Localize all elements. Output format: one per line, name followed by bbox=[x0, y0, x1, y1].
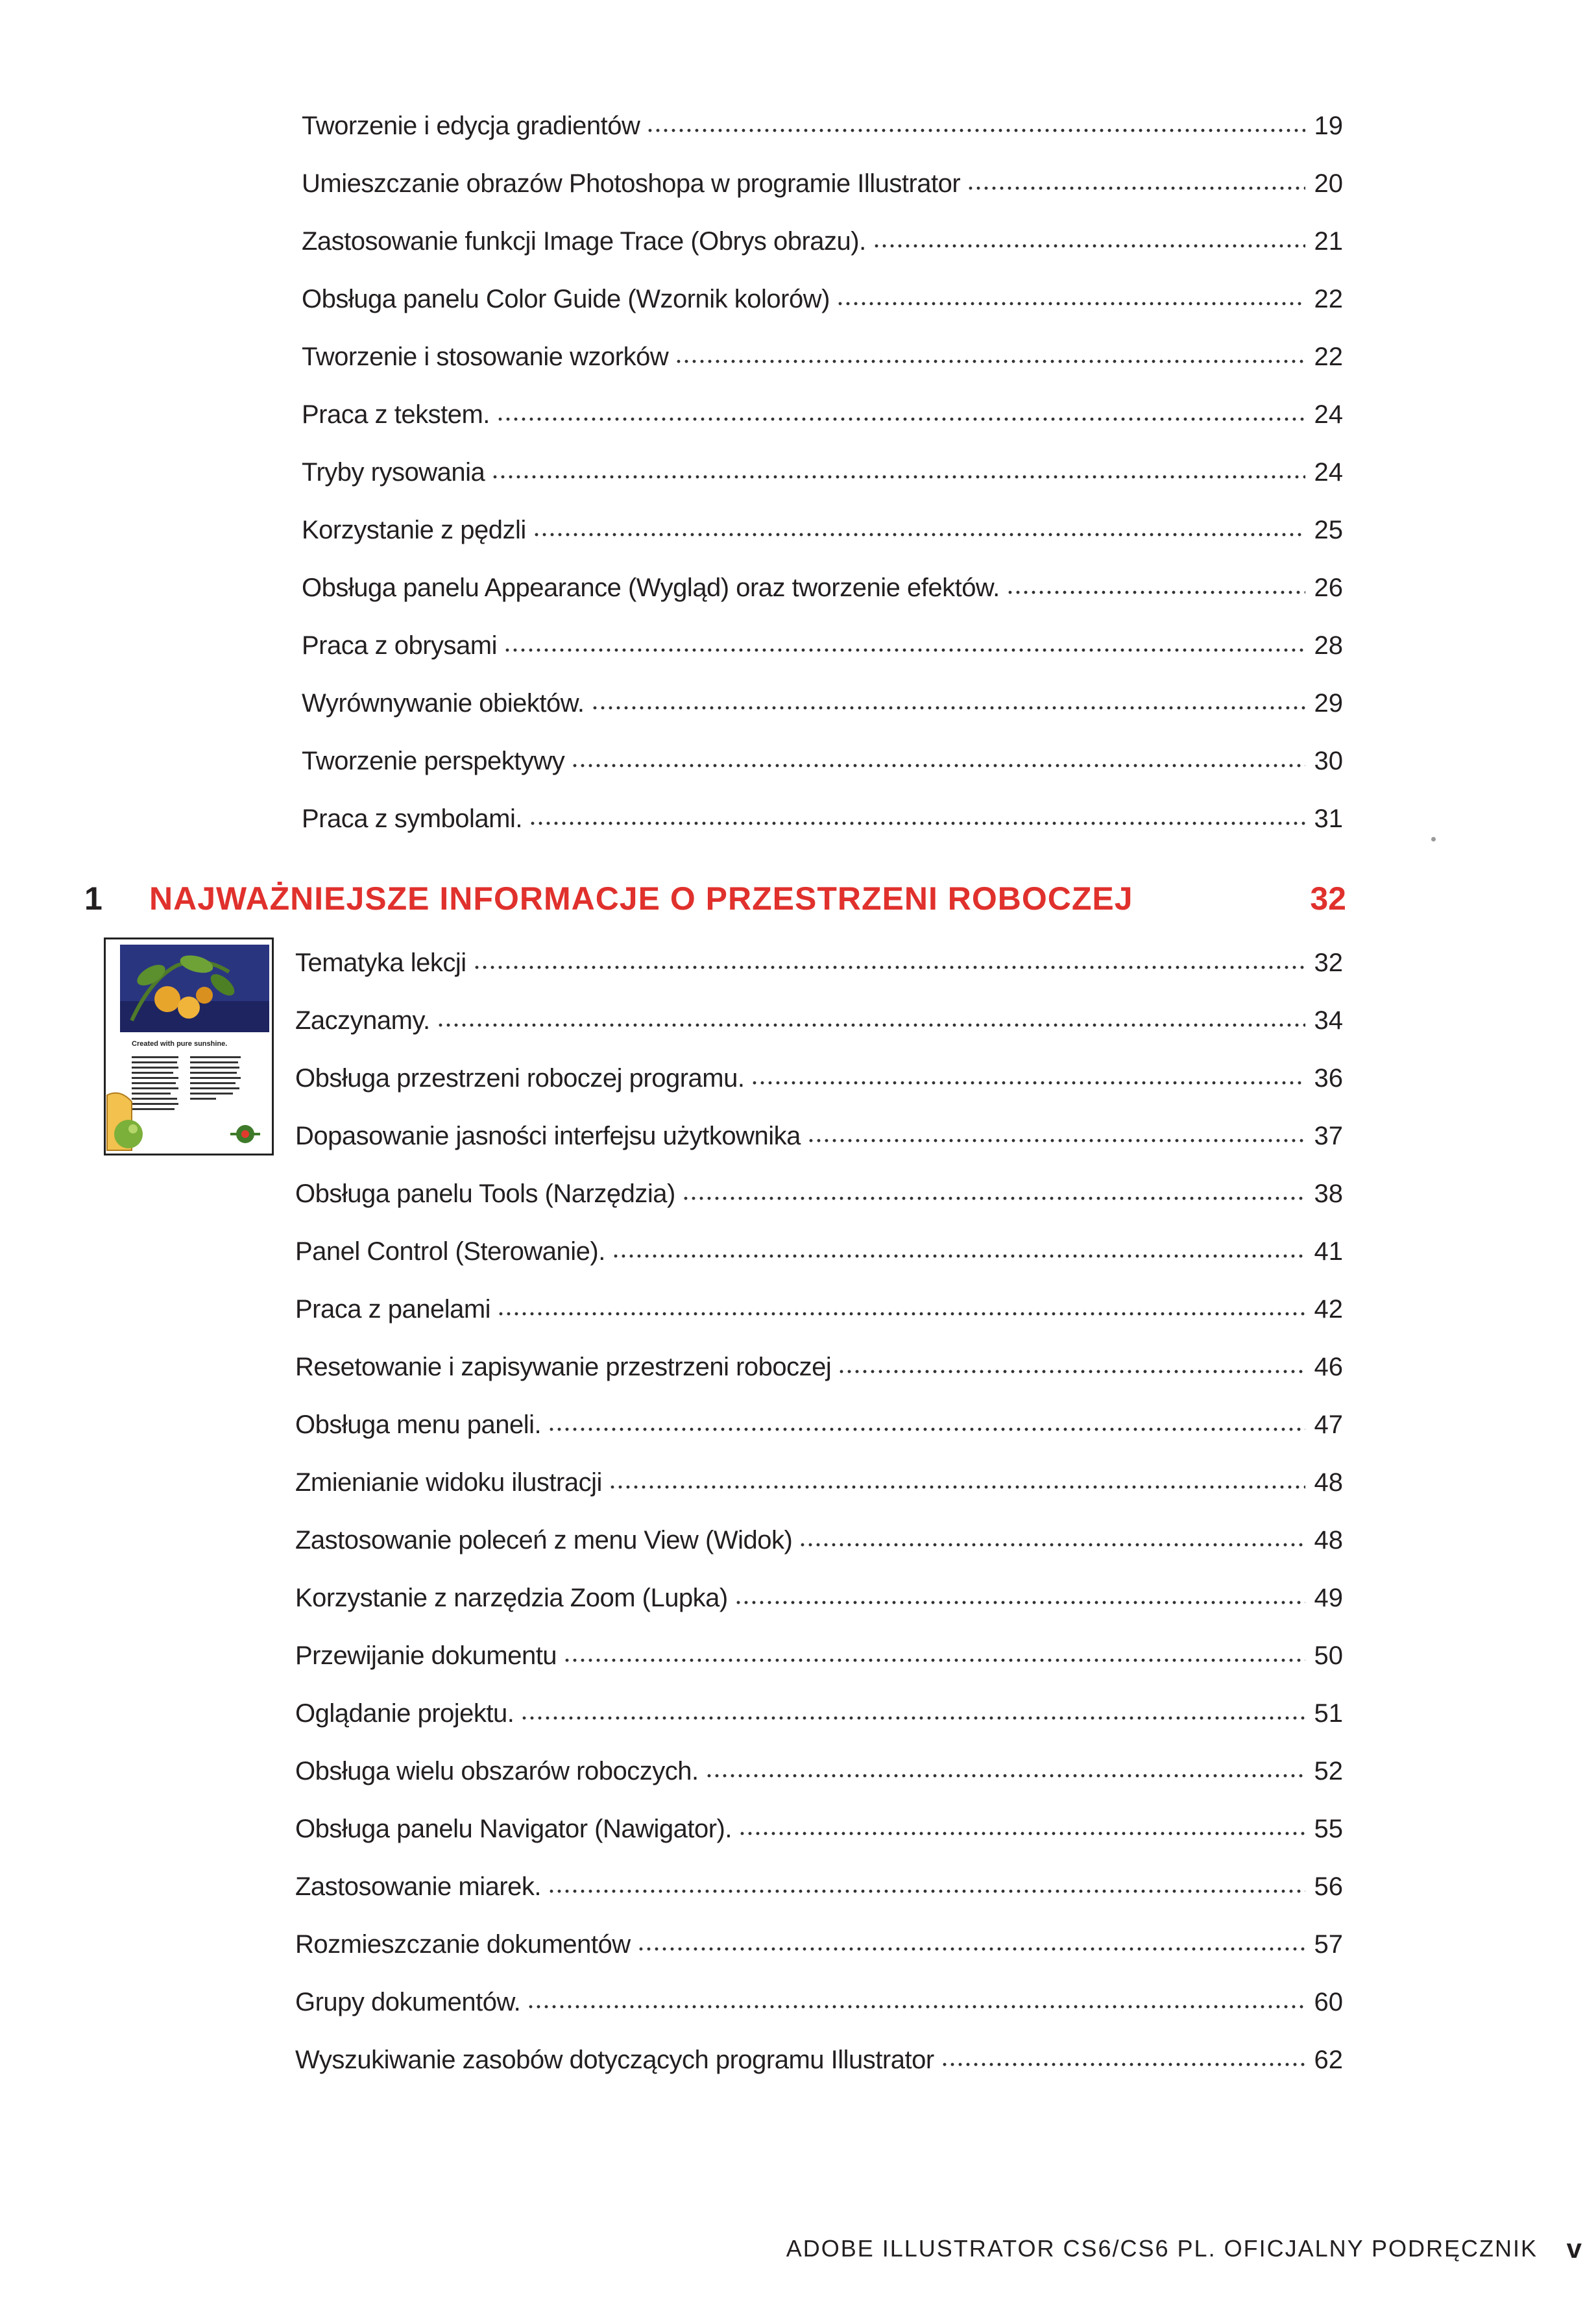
dot-leader bbox=[571, 762, 1305, 769]
chapter-thumbnail bbox=[104, 937, 274, 1155]
toc-entry-title: Praca z tekstem. bbox=[302, 400, 490, 429]
toc-entry-title: Resetowanie i zapisywanie przestrzeni roboczej bbox=[295, 1353, 832, 1381]
dot-leader bbox=[491, 474, 1305, 480]
toc-entry-title: Obsługa menu paneli. bbox=[295, 1410, 542, 1439]
toc-entry[interactable] bbox=[295, 1228, 1343, 1267]
toc-entry[interactable] bbox=[295, 997, 1343, 1036]
toc-entry-title: Zaczynamy. bbox=[295, 1006, 430, 1035]
dot-leader bbox=[527, 2003, 1305, 2010]
toc-entry[interactable] bbox=[302, 507, 1343, 546]
dot-leader bbox=[612, 1253, 1305, 1259]
toc-entry-page: 51 bbox=[1314, 1699, 1343, 1728]
dot-leader bbox=[497, 1311, 1305, 1317]
page-footer bbox=[786, 2229, 1583, 2268]
toc-entry[interactable] bbox=[295, 1863, 1343, 1902]
toc-entry[interactable] bbox=[302, 218, 1343, 257]
toc-entry-title: Grupy dokumentów. bbox=[295, 1988, 521, 2016]
toc-entry[interactable] bbox=[302, 103, 1343, 141]
toc-entry-title: Tworzenie perspektywy bbox=[302, 747, 565, 775]
dot-leader bbox=[496, 416, 1305, 422]
dot-leader bbox=[548, 1426, 1305, 1433]
toc-entry-title: Tematyka lekcji bbox=[295, 949, 466, 977]
toc-entry-page: 21 bbox=[1314, 227, 1343, 256]
toc-entry-title: Umieszczanie obrazów Photoshopa w programie Illustrator bbox=[302, 169, 961, 198]
toc-entry-page: 50 bbox=[1314, 1641, 1343, 1670]
toc-entry-page: 26 bbox=[1314, 574, 1343, 602]
toc-entry-title: Praca z symbolami. bbox=[302, 804, 522, 833]
toc-entry-page: 29 bbox=[1314, 689, 1343, 718]
toc-entry[interactable] bbox=[295, 1575, 1343, 1614]
dot-leader bbox=[548, 1888, 1305, 1894]
toc-entry-title: Zastosowanie miarek. bbox=[295, 1872, 542, 1901]
toc-entry-title: Tworzenie i edycja gradientów bbox=[302, 112, 640, 140]
toc-entry[interactable] bbox=[295, 1517, 1343, 1556]
toc-entry-title: Obsługa panelu Navigator (Nawigator). bbox=[295, 1815, 732, 1843]
toc-entry-title: Obsługa panelu Appearance (Wygląd) oraz tworzenie efektów. bbox=[302, 574, 1000, 602]
toc-entry-page: 19 bbox=[1314, 112, 1343, 140]
dot-leader bbox=[503, 647, 1305, 653]
chapter-title: NAJWAŻNIEJSZE INFORMACJE O PRZESTRZENI ROBOCZEJ bbox=[149, 880, 1133, 917]
toc-entry-title: Obsługa wielu obszarów roboczych. bbox=[295, 1757, 699, 1785]
dot-leader bbox=[838, 1368, 1305, 1375]
toc-entry-page: 49 bbox=[1314, 1584, 1343, 1612]
dot-leader bbox=[437, 1022, 1305, 1028]
toc-entry-title: Korzystanie z narzędzia Zoom (Lupka) bbox=[295, 1584, 728, 1612]
toc-entry-page: 31 bbox=[1314, 804, 1343, 833]
toc-entry-page: 28 bbox=[1314, 631, 1343, 660]
toc-entry-page: 24 bbox=[1314, 458, 1343, 487]
toc-entry-title: Tryby rysowania bbox=[302, 458, 485, 487]
dot-leader bbox=[591, 705, 1305, 711]
toc-entry-page: 38 bbox=[1314, 1179, 1343, 1208]
toc-entry-page: 22 bbox=[1314, 343, 1343, 371]
chapter-number: 1 bbox=[84, 880, 103, 917]
toc-entry[interactable] bbox=[302, 276, 1343, 315]
scan-speck bbox=[1431, 837, 1436, 841]
toc-entry-title: Dopasowanie jasności interfejsu użytkownika bbox=[295, 1122, 801, 1150]
toc-entry[interactable] bbox=[295, 1286, 1343, 1325]
thumbnail-illustration bbox=[106, 939, 272, 1154]
toc-entry-title: Tworzenie i stosowanie wzorków bbox=[302, 343, 669, 371]
toc-entry-page: 48 bbox=[1314, 1468, 1343, 1497]
toc-entry[interactable] bbox=[295, 1055, 1343, 1094]
toc-entry-title: Oglądanie projektu. bbox=[295, 1699, 514, 1728]
dot-leader bbox=[799, 1542, 1305, 1548]
toc-entry[interactable] bbox=[295, 1459, 1343, 1498]
dot-leader bbox=[520, 1715, 1305, 1721]
toc-entry-title: Praca z panelami bbox=[295, 1295, 491, 1324]
toc-entry-title: Zmienianie widoku ilustracji bbox=[295, 1468, 602, 1497]
toc-entry-page: 42 bbox=[1314, 1295, 1343, 1324]
dot-leader bbox=[646, 127, 1305, 134]
toc-entry-page: 34 bbox=[1314, 1006, 1343, 1035]
dot-leader bbox=[529, 820, 1305, 827]
orange-fruit-icon bbox=[154, 986, 180, 1012]
toc-entry-page: 36 bbox=[1314, 1064, 1343, 1093]
toc-entry-page: 37 bbox=[1314, 1122, 1343, 1150]
toc-entry[interactable] bbox=[295, 1113, 1343, 1152]
dot-leader bbox=[682, 1195, 1305, 1202]
toc-entry-title: Rozmieszczanie dokumentów bbox=[295, 1930, 631, 1959]
dot-leader bbox=[941, 2061, 1305, 2068]
dot-leader bbox=[967, 185, 1305, 191]
toc-entry-title: Obsługa panelu Color Guide (Wzornik kolorów) bbox=[302, 285, 830, 313]
toc-entry-page: 48 bbox=[1314, 1526, 1343, 1554]
dot-leader bbox=[873, 243, 1305, 249]
footer-book-title: ADOBE ILLUSTRATOR CS6/CS6 PL. OFICJALNY PODRĘCZNIK bbox=[786, 2235, 1538, 2262]
toc-entry-page: 56 bbox=[1314, 1872, 1343, 1901]
thumbnail-caption: Created with pure sunshine. bbox=[132, 1040, 228, 1048]
toc-entry[interactable] bbox=[295, 1979, 1343, 2018]
toc-entry[interactable] bbox=[302, 391, 1343, 430]
toc-entry-page: 57 bbox=[1314, 1930, 1343, 1959]
toc-entry-page: 47 bbox=[1314, 1410, 1343, 1439]
dot-leader bbox=[705, 1772, 1305, 1779]
dot-leader bbox=[751, 1080, 1305, 1086]
toc-entry[interactable] bbox=[295, 1806, 1343, 1844]
dot-leader bbox=[1006, 589, 1305, 596]
toc-entry[interactable] bbox=[302, 449, 1343, 488]
toc-entry[interactable] bbox=[302, 622, 1343, 661]
toc-entry-page: 55 bbox=[1314, 1815, 1343, 1843]
toc-entry-page: 32 bbox=[1314, 949, 1343, 977]
toc-entry[interactable] bbox=[302, 795, 1343, 834]
toc-entry-title: Zastosowanie poleceń z menu View (Widok) bbox=[295, 1526, 793, 1554]
toc-entry[interactable] bbox=[295, 1921, 1343, 1960]
dot-leader bbox=[533, 531, 1305, 538]
toc-entry-page: 22 bbox=[1314, 285, 1343, 313]
toc-entry[interactable] bbox=[302, 333, 1343, 372]
toc-entry-page: 24 bbox=[1314, 400, 1343, 429]
toc-entry-title: Obsługa przestrzeni roboczej programu. bbox=[295, 1064, 745, 1093]
dot-leader bbox=[734, 1599, 1305, 1606]
toc-entry-title: Wyszukiwanie zasobów dotyczących programu Illustrator bbox=[295, 2046, 934, 2074]
toc-entry[interactable] bbox=[302, 564, 1343, 603]
dot-leader bbox=[836, 300, 1305, 307]
toc-entry[interactable] bbox=[302, 680, 1343, 719]
toc-entry-page: 25 bbox=[1314, 516, 1343, 544]
toc-entry[interactable] bbox=[295, 1632, 1343, 1671]
dot-leader bbox=[675, 358, 1305, 365]
toc-entry-page: 60 bbox=[1314, 1988, 1343, 2016]
toc-entry[interactable] bbox=[302, 160, 1343, 199]
toc-entry-title: Przewijanie dokumentu bbox=[295, 1641, 557, 1670]
dot-leader bbox=[563, 1657, 1305, 1663]
toc-entry-title: Wyrównywanie obiektów. bbox=[302, 689, 585, 718]
toc-entry-page: 41 bbox=[1314, 1237, 1343, 1266]
toc-entry-title: Korzystanie z pędzli bbox=[302, 516, 526, 544]
toc-entry-page: 46 bbox=[1314, 1353, 1343, 1381]
toc-entry-title: Obsługa panelu Tools (Narzędzia) bbox=[295, 1179, 675, 1208]
toc-entry-title: Praca z obrysami bbox=[302, 631, 497, 660]
toc-entry[interactable] bbox=[295, 1344, 1343, 1383]
apple-icon bbox=[114, 1120, 143, 1148]
toc-entry[interactable] bbox=[295, 2037, 1343, 2075]
toc-entry[interactable] bbox=[295, 1170, 1343, 1209]
toc-entry[interactable] bbox=[302, 738, 1343, 777]
dot-leader bbox=[807, 1137, 1305, 1144]
dot-leader bbox=[473, 964, 1305, 971]
toc-entry[interactable] bbox=[295, 1401, 1343, 1440]
toc-entry[interactable] bbox=[295, 1690, 1343, 1729]
toc-entry-page: 62 bbox=[1314, 2046, 1343, 2074]
toc-entry[interactable] bbox=[295, 939, 1343, 978]
toc-entry-page: 52 bbox=[1314, 1757, 1343, 1785]
toc-entry-title: Panel Control (Sterowanie). bbox=[295, 1237, 605, 1266]
chapter-page: 32 bbox=[1310, 880, 1346, 917]
toc-entry-page: 30 bbox=[1314, 747, 1343, 775]
toc-entry[interactable] bbox=[295, 1748, 1343, 1787]
toc-entry-title: Zastosowanie funkcji Image Trace (Obrys obrazu). bbox=[302, 227, 866, 256]
chapter-heading[interactable] bbox=[84, 873, 1346, 925]
toc-entry-page: 20 bbox=[1314, 169, 1343, 198]
dot-leader bbox=[609, 1484, 1305, 1490]
dot-leader bbox=[738, 1830, 1305, 1837]
footer-page-number: v bbox=[1566, 2233, 1583, 2264]
dot-leader bbox=[637, 1946, 1305, 1952]
